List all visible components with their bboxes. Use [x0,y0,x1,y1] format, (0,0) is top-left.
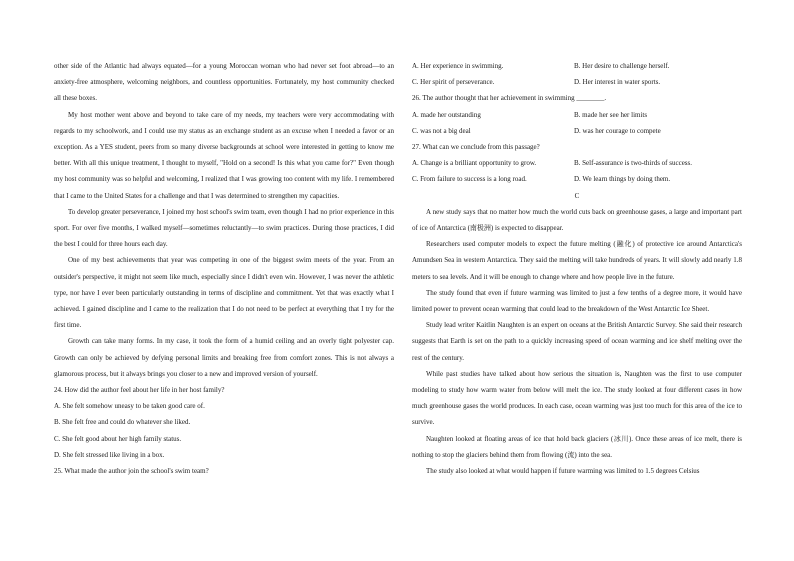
passage-paragraph: A new study says that no matter how much the world cuts back on greenhouse gases, a large and important part of ice of Antarctica (南极洲) is expected to disappear. [412,207,742,233]
passage-paragraph: To develop greater perseverance, I joined my host school's swim team, even though I had no prior experience in this sport. For over five months, I walked myself—sometimes reluctantly—to swim practices. During those practices, I did the best I could for three hours each day. [54,207,394,249]
question-27-option-a[interactable]: A. Change is a brilliant opportunity to grow. [412,159,537,168]
right-column [412,58,742,479]
question-27-stem: 27. What can we conclude from this passage? [412,143,540,152]
question-26-option-d[interactable]: D. was her courage to compete [574,126,661,135]
question-26-option-a[interactable]: A. made her outstanding [412,110,481,119]
passage-paragraph: The study also looked at what would happen if future warming was limited to 1.5 degrees Celsius [426,467,700,476]
left-column [54,58,394,479]
question-26-options [412,107,742,139]
passage-paragraph: Naughten looked at floating areas of ice that hold back glaciers (冰川). Once these areas of ice melt, there is nothing to stop the glaciers behind them from flowing (流) into the sea. [412,434,742,459]
passage-paragraph: Researchers used computer models to expect the future melting (融化) of protective ice around Antarctica's Amundsen Sea in western Antarctica. They said the melting will take hundreds of years. It will slowly add nearly 1.8 meters to sea levels. And it will be enough to change where and how people live in the future. [412,240,742,281]
question-27-option-d[interactable]: D. We learn things by doing them. [574,175,671,184]
question-25-option-b[interactable]: B. Her desire to challenge herself. [574,62,670,70]
question-24-option-c[interactable]: C. She felt good about her high family status. [54,434,182,443]
passage-paragraph: While past studies have talked about how serious the situation is, Naughten was the first to use computer modeling to study how warm water from below will melt the ice. The study looked at four different cases in how much greenhouse gases the world produces. In each case, ocean warming was just too much for this area of the ice to survive. [412,369,742,427]
question-25-options [412,58,742,90]
question-27-options [412,155,742,187]
question-24-option-b[interactable]: B. She felt free and could do whatever she liked. [54,418,191,427]
passage-paragraph: Study lead writer Kaitlin Naughten is an expert on oceans at the British Antarctic Survey. She said their research suggests that Earth is set on the path to a quickly increasing speed of ocean warming and ice shelf melting over the rest of the century. [412,321,742,362]
passage-paragraph: other side of the Atlantic had always equated—for a young Moroccan woman who had never set foot abroad—to an anxiety-free atmosphere, welcoming neighbors, and countless opportunities. Fortunately, my host community checked all these boxes. [54,62,394,103]
passage-paragraph: One of my best achievements that year was competing in one of the biggest swim meets of the year. From an outsider's perspective, it might not seem like much, especially since I didn't even win. However, I was never the athletic type, nor have I ever been particularly outstanding in terms of discipline and commitment. Yet that was exactly what I achieved. I gained discipline and I came to the realization that I do not need to be perfect at everything that I try for the first time. [54,256,394,330]
question-25-option-d[interactable]: D. Her interest in water sports. [574,78,661,87]
passage-paragraph: My host mother went above and beyond to take care of my needs, my teachers were very accommodating with regards to my schoolwork, and I could use my status as an exchange student as an excuse when I needed a favor or an exception. As a YES student, peers from so many diverse backgrounds at school were interested in getting to know me better. With all this unique treatment, I thought to myself, "Hold on a second! Is this what you came for?" Even though my host community was so helpful and welcoming, I realized that I was growing too content with my life. I remembered that I came to the United States for a challenge and that I was determined to strengthen my capacities. [54,110,394,200]
question-26-stem: 26. The author thought that her achievement in swimming ________. [412,94,607,103]
question-24-option-a[interactable]: A. She felt somehow uneasy to be taken good care of. [54,402,205,411]
question-26-option-b[interactable]: B. made her see her limits [574,110,648,119]
question-25-stem: 25. What made the author join the school's swim team? [54,467,209,476]
passage-paragraph: Growth can take many forms. In my case, it took the form of a humid ceiling and an overly tight polyester cap. Growth can only be achieved by defying personal limits and breaking free from comfort zones. This is not always a glamorous process, but it always brings you closer to a new and improved version of yourself. [54,337,394,378]
section-label: C [574,191,580,200]
question-27-option-b[interactable]: B. Self-assurance is two-thirds of success. [574,159,693,168]
question-26-option-c[interactable]: C. was not a big deal [412,126,471,135]
passage-paragraph: The study found that even if future warming was limited to just a few tenths of a degree more, it would have limited power to prevent ocean warming that could lead to the breakdown of the West Antarctic Ice Sheet. [412,288,742,314]
question-25-option-a[interactable]: A. Her experience in swimming. [412,62,504,70]
question-25-option-c[interactable]: C. Her spirit of perseverance. [412,78,495,87]
question-27-option-c[interactable]: C. From failure to success is a long road. [412,175,527,184]
question-24-option-d[interactable]: D. She felt stressed like living in a box. [54,450,165,459]
question-24-stem: 24. How did the author feel about her life in her host family? [54,386,225,395]
